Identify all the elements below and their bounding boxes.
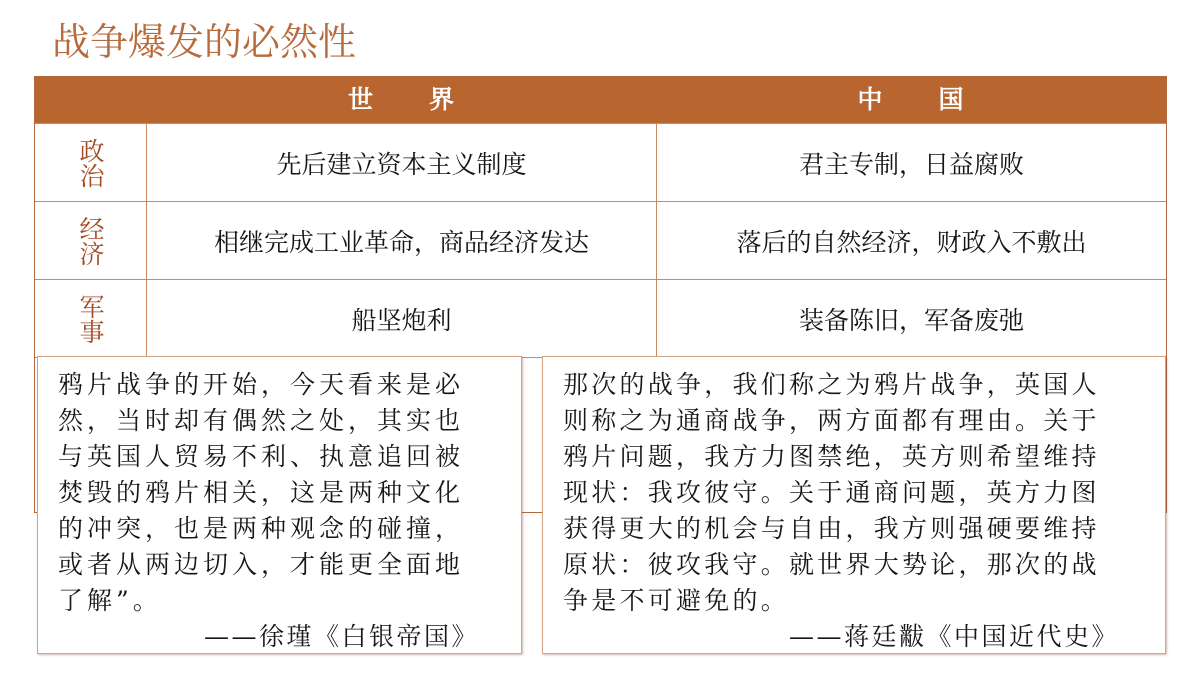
quote-line: 争是不可避免的。 bbox=[563, 586, 790, 615]
page-title: 战争爆发的必然性 bbox=[52, 20, 357, 64]
world-column-header: 世 界 bbox=[347, 85, 456, 114]
china-column-header: 中 国 bbox=[857, 85, 966, 114]
quote-source: ——蒋廷黻《中国近代史》 bbox=[789, 622, 1120, 651]
quote-line: 的冲突，也是两种观念的碰撞， bbox=[58, 514, 465, 543]
quote-line: 原状：彼攻我守。就世界大势论，那次的战 bbox=[563, 550, 1100, 579]
quote-line: 获得更大的机会与自由，我方则强硬要维持 bbox=[563, 514, 1100, 543]
quote-source: ——徐瑾《白银帝国》 bbox=[204, 622, 480, 651]
quote-line: 或者从两边切入，才能更全面地 bbox=[58, 550, 465, 579]
quote-line: 与英国人贸易不利、执意追回被 bbox=[58, 442, 465, 471]
quote-line: 鸦片问题，我方力图禁绝，英方则希望维持 bbox=[563, 442, 1100, 471]
quote-line: 现状：我攻彼守。关于通商问题，英方力图 bbox=[563, 478, 1100, 507]
jiang-tingfu-quote-box bbox=[542, 356, 1166, 654]
quote-line: 鸦片战争的开始，今天看来是必 bbox=[58, 370, 465, 399]
table-header bbox=[35, 77, 1166, 123]
economy-china-cell: 落后的自然经济，财政入不敷出 bbox=[736, 227, 1087, 257]
military-china-cell: 装备陈旧，军备废弛 bbox=[798, 305, 1024, 335]
quote-line: 则称之为通商战争，两方面都有理由。关于 bbox=[563, 406, 1100, 435]
xu-jin-quote-box bbox=[37, 356, 522, 654]
politics-world-cell: 先后建立资本主义制度 bbox=[147, 124, 657, 201]
politics-china-cell: 君主专制，日益腐败 bbox=[798, 149, 1024, 179]
quote-line: 焚毁的鸦片相关，这是两种文化 bbox=[58, 478, 465, 507]
row-label-politics: 政治 bbox=[35, 124, 147, 201]
table-row-economy bbox=[35, 201, 1166, 279]
economy-world-cell: 相继完成工业革命，商品经济发达 bbox=[147, 202, 657, 279]
row-label-economy: 经济 bbox=[35, 202, 147, 279]
quote-line: 然，当时却有偶然之处，其实也 bbox=[58, 406, 465, 435]
quote-line: 那次的战争，我们称之为鸦片战争，英国人 bbox=[563, 370, 1100, 399]
military-world-cell: 船坚炮利 bbox=[147, 280, 657, 357]
table-row-military bbox=[35, 279, 1166, 357]
row-label-military: 军事 bbox=[35, 280, 147, 357]
quote-line: 了解”。 bbox=[58, 586, 162, 615]
table-row-politics bbox=[35, 123, 1166, 201]
